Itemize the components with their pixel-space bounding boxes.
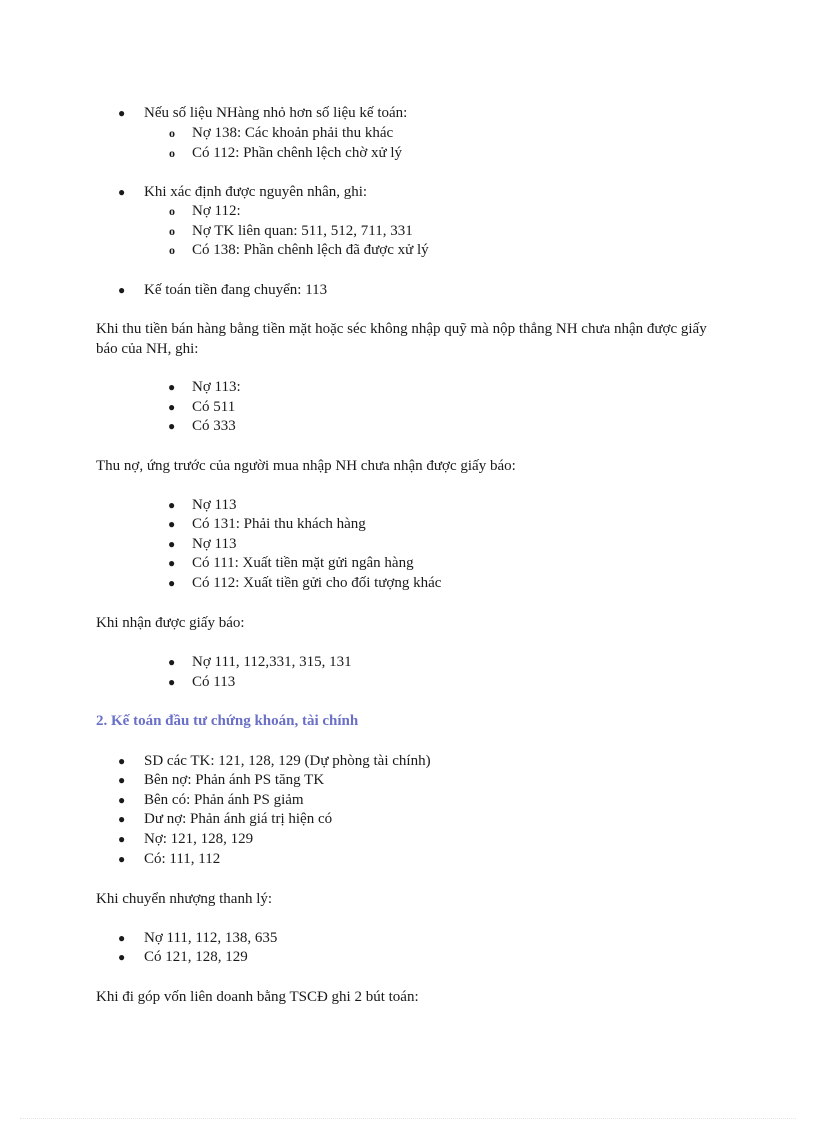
section-heading: 2. Kế toán đầu tư chứng khoán, tài chính — [96, 713, 359, 729]
bullet-icon: ● — [118, 185, 126, 199]
paragraph: Thu nợ, ứng trước của người mua nhập NH chưa nhận được giấy báo: — [96, 458, 516, 474]
list-item: Nợ 111, 112, 138, 635 — [144, 930, 278, 946]
paragraph: Khi đi góp vốn liên doanh bằng TSCĐ ghi 2 bút toán: — [96, 989, 419, 1005]
list-item-1: Nếu số liệu NHàng nhỏ hơn số liệu kế toán: — [144, 105, 408, 121]
list-item: Có 113 — [192, 674, 236, 690]
bullet-icon: ● — [118, 812, 126, 826]
list-item: SD các TK: 121, 128, 129 (Dự phòng tài chính) — [144, 753, 431, 769]
bullet-icon: ● — [168, 517, 176, 531]
list-item: Dư nợ: Phản ánh giá trị hiện có — [144, 811, 333, 827]
bullet-icon: ● — [118, 950, 126, 964]
bullet-icon: ● — [118, 793, 126, 807]
list-item-3: Kế toán tiền đang chuyển: 113 — [144, 282, 328, 298]
sub-item: Có 138: Phần chênh lệch đã được xử lý — [192, 242, 429, 258]
list-item: Có 121, 128, 129 — [144, 949, 248, 965]
bullet-icon: ● — [168, 380, 176, 394]
bullet-icon: ● — [168, 419, 176, 433]
list-item: Nợ 113 — [192, 497, 237, 513]
bullet-icon: ● — [168, 537, 176, 551]
sub-item: Nợ 138: Các khoản phải thu khác — [192, 125, 394, 141]
sub-bullet-icon: o — [169, 126, 175, 140]
bullet-icon: ● — [168, 576, 176, 590]
sub-bullet-icon: o — [169, 204, 175, 218]
bullet-icon: ● — [118, 283, 126, 297]
list-item: Có 112: Xuất tiền gửi cho đối tượng khác — [192, 575, 442, 591]
paragraph: Khi thu tiền bán hàng bằng tiền mặt hoặc séc không nhập quỹ mà nộp thẳng NH chưa nhận được giấy báo của NH, ghi: — [96, 321, 707, 357]
list-item: Nợ 111, 112,331, 315, 131 — [192, 654, 352, 670]
list-item: Bên nợ: Phản ánh PS tăng TK — [144, 772, 325, 788]
list-item: Nợ 113 — [192, 536, 237, 552]
list-item: Nợ 113: — [192, 379, 241, 395]
page-edge-divider — [20, 1118, 796, 1119]
bullet-icon: ● — [118, 931, 126, 945]
bullet-icon: ● — [118, 832, 126, 846]
sub-item: Có 112: Phần chênh lệch chờ xử lý — [192, 145, 403, 161]
bullet-icon: ● — [118, 106, 126, 120]
sub-item: Nợ TK liên quan: 511, 512, 711, 331 — [192, 223, 413, 239]
sub-bullet-icon: o — [169, 224, 175, 238]
sub-item: Nợ 112: — [192, 203, 241, 219]
bullet-icon: ● — [118, 773, 126, 787]
paragraph: Khi chuyển nhượng thanh lý: — [96, 891, 273, 907]
list-item: Có: 111, 112 — [144, 851, 221, 867]
bullet-icon: ● — [168, 556, 176, 570]
list-item: Có 511 — [192, 399, 236, 415]
bullet-icon: ● — [168, 400, 176, 414]
list-item: Có 333 — [192, 418, 236, 434]
bullet-icon: ● — [168, 675, 176, 689]
bullet-icon: ● — [118, 852, 126, 866]
sub-bullet-icon: o — [169, 243, 175, 257]
bullet-icon: ● — [168, 498, 176, 512]
list-item: Có 111: Xuất tiền mặt gửi ngân hàng — [192, 555, 414, 571]
list-item-2: Khi xác định được nguyên nhân, ghi: — [144, 184, 368, 200]
sub-bullet-icon: o — [169, 146, 175, 160]
bullet-icon: ● — [168, 655, 176, 669]
list-item: Nợ: 121, 128, 129 — [144, 831, 254, 847]
bullet-icon: ● — [118, 754, 126, 768]
list-item: Bên có: Phản ánh PS giảm — [144, 792, 304, 808]
paragraph: Khi nhận được giấy báo: — [96, 615, 245, 631]
list-item: Có 131: Phải thu khách hàng — [192, 516, 366, 532]
